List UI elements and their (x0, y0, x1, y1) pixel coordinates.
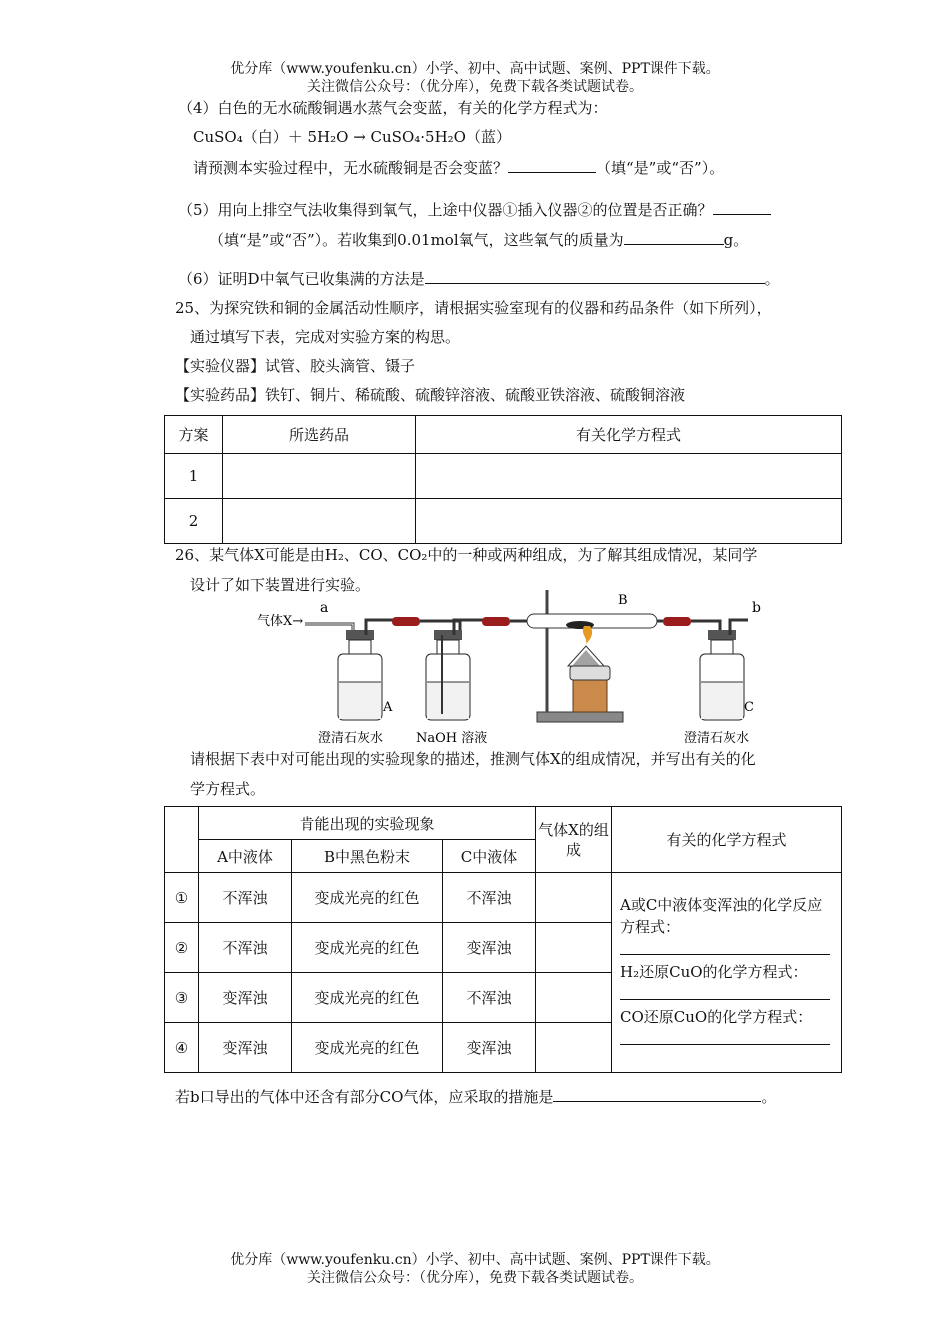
row-2-b: 变成光亮的红色 (292, 923, 443, 973)
wooden-block (573, 680, 607, 712)
row-4-gas-answer[interactable] (536, 1023, 612, 1073)
sub-header-a: A中液体 (199, 840, 292, 873)
row-3-b: 变成光亮的红色 (292, 973, 443, 1023)
q6-end: 。 (764, 270, 780, 288)
bottle-c (700, 620, 748, 720)
q6-line (178, 268, 780, 289)
q4-stem: （4）白色的无水硫酸铜遇水蒸气会变蓝，有关的化学方程式为： (178, 99, 608, 117)
row-1-id: ① (165, 873, 199, 923)
q25-row-2-id: 2 (165, 499, 223, 544)
row-2-a: 不浑浊 (199, 923, 292, 973)
q25-row-2-equation[interactable] (416, 499, 842, 544)
q25-col-plan: 方案 (165, 416, 223, 454)
q26-final (175, 1086, 776, 1107)
q25-stem-2: 通过填写下表，完成对实验方案的构思。 (190, 328, 461, 346)
row-3-c: 不浑浊 (443, 973, 536, 1023)
q6-answer-blank[interactable] (425, 268, 765, 284)
row-1-gas-answer[interactable] (536, 873, 612, 923)
q25-table (164, 415, 842, 544)
bottle-a-solution: 澄清石灰水 (318, 731, 384, 746)
q26-ask-1: 请根据下表中对可能出现的实验现象的描述，推测气体X的组成情况，并写出有关的化 (190, 750, 756, 768)
q26-table (164, 806, 842, 1073)
bottle-naoh (426, 620, 488, 720)
row-2-gas-answer[interactable] (536, 923, 612, 973)
q5-answer-blank-1[interactable] (713, 199, 771, 215)
eq-blank-2[interactable] (620, 985, 830, 1000)
row-4-id: ④ (165, 1023, 199, 1073)
row-1-c: 不浑浊 (443, 873, 536, 923)
row-4-a: 变浑浊 (199, 1023, 292, 1073)
bottle-a-label: A (383, 700, 393, 715)
equation-header: 有关的化学方程式 (612, 807, 842, 873)
bottle-c-label: C (744, 700, 754, 715)
header-line-1: 优分库（www.youfenku.cn）小学、初中、高中试题、案例、PPT课件下载。 (230, 61, 720, 77)
row-4-c: 变浑浊 (443, 1023, 536, 1073)
q5-answer-blank-2[interactable] (624, 229, 724, 245)
eq-prompt-1: A或C中液体变浑浊的化学反应方程式： (620, 896, 823, 936)
header-line-2: 关注微信公众号：（优分库），免费下载各类试题试卷。 (307, 79, 643, 95)
q5-line-2a: （填“是”或“否”）。若收集到0.01mol氧气，这些氧气的质量为 (209, 231, 624, 249)
row-3-gas-answer[interactable] (536, 973, 612, 1023)
bottle-a-stopper (346, 630, 374, 640)
eq-prompt-2: H₂还原CuO的化学方程式： (620, 963, 808, 981)
q5-line-2 (209, 229, 748, 250)
q6-stem: （6）证明D中氧气已收集满的方法是 (178, 270, 425, 288)
q4-answer-blank[interactable] (508, 157, 596, 173)
q4-ask-a: 请预测本实验过程中，无水硫酸铜是否会变蓝？ (193, 159, 509, 177)
q26-ask-2: 学方程式。 (190, 780, 266, 798)
row-3-id: ③ (165, 973, 199, 1023)
flame (583, 626, 592, 644)
q25-col-reagents: 所选药品 (223, 416, 416, 454)
q4-question (193, 157, 724, 178)
q26-stem-1: 26、某气体X可能是由H₂、CO、CO₂中的一种或两种组成，为了解其组成情况，某同学 (175, 546, 758, 564)
combustion-tube (527, 614, 663, 629)
bottle-naoh-solution: NaOH 溶液 (416, 731, 488, 746)
q4-ask-b: （填“是”或“否”）。 (596, 159, 725, 177)
gas-x-label: 气体X→ (257, 614, 304, 629)
connector-3 (663, 617, 691, 626)
q5-stem: （5）用向上排空气法收集得到氧气，上途中仪器①插入仪器②的位置是否正确？ (178, 201, 713, 219)
table-row (165, 873, 842, 923)
phenomena-header: 肯能出现的实验现象 (199, 807, 536, 840)
apparatus-diagram (250, 590, 790, 750)
footer-line-1: 优分库（www.youfenku.cn）小学、初中、高中试题、案例、PPT课件下载。 (230, 1252, 720, 1268)
q25-col-equation: 有关化学方程式 (416, 416, 842, 454)
row-3-a: 变浑浊 (199, 973, 292, 1023)
bottle-c-solution: 澄清石灰水 (684, 731, 750, 746)
q25-instruments: 【实验仪器】试管、胶头滴管、镊子 (175, 357, 416, 375)
table-row (165, 454, 842, 499)
sub-header-b: B中黑色粉末 (292, 840, 443, 873)
tube-b-label: B (618, 593, 628, 608)
port-b-label: b (752, 600, 761, 616)
alcohol-lamp (568, 646, 610, 712)
row-2-c: 变浑浊 (443, 923, 536, 973)
row-1-a: 不浑浊 (199, 873, 292, 923)
q4-equation: CuSO₄（白）＋ 5H₂O → CuSO₄·5H₂O（蓝） (193, 128, 511, 146)
connector-1 (392, 617, 420, 626)
q26-final-blank[interactable] (553, 1086, 761, 1102)
q25-row-1-id: 1 (165, 454, 223, 499)
gas-composition-header: 气体X的组成 (536, 807, 612, 873)
q25-row-1-equation[interactable] (416, 454, 842, 499)
eq-blank-3[interactable] (620, 1030, 830, 1045)
q25-row-2-reagents[interactable] (223, 499, 416, 544)
sub-header-c: C中液体 (443, 840, 536, 873)
q25-stem-1: 25、为探究铁和铜的金属活动性顺序，请根据实验室现有的仪器和药品条件（如下所列）， (175, 299, 772, 317)
q5-line-2b: g。 (723, 231, 749, 249)
eq-prompt-3: CO还原CuO的化学方程式： (620, 1008, 813, 1026)
row-4-b: 变成光亮的红色 (292, 1023, 443, 1073)
port-a-label: a (320, 600, 329, 616)
q25-row-1-reagents[interactable] (223, 454, 416, 499)
footer-line-2: 关注微信公众号：（优分库），免费下载各类试题试卷。 (307, 1270, 643, 1286)
q26-final-a: 若b口导出的气体中还含有部分CO气体，应采取的措施是 (175, 1088, 554, 1106)
equation-answer-cell[interactable] (612, 873, 842, 1073)
q26-stem-2: 设计了如下装置进行实验。 (190, 576, 371, 594)
row-2-id: ② (165, 923, 199, 973)
q5-line-1 (178, 199, 771, 220)
q26-final-b: 。 (761, 1088, 777, 1106)
q25-reagents: 【实验药品】铁钉、铜片、稀硫酸、硫酸锌溶液、硫酸亚铁溶液、硫酸铜溶液 (175, 386, 686, 404)
table-row (165, 499, 842, 544)
eq-blank-1[interactable] (620, 940, 830, 955)
row-1-b: 变成光亮的红色 (292, 873, 443, 923)
connector-2 (482, 617, 510, 626)
